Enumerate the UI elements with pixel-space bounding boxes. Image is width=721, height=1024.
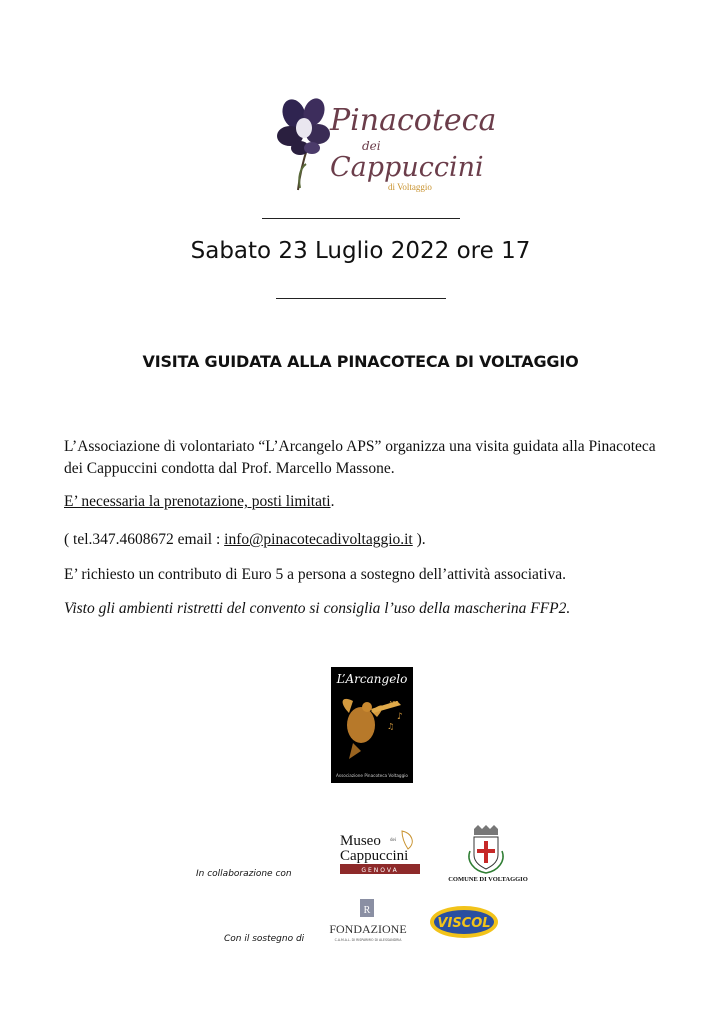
svg-text:♫: ♫ <box>387 722 395 731</box>
svg-text:COMUNE DI VOLTAGGIO: COMUNE DI VOLTAGGIO <box>448 876 528 883</box>
svg-text:APS: APS <box>389 701 399 707</box>
contact-line: ( tel.347.4608672 email : info@pinacotecadivoltaggio.it ). <box>64 531 426 548</box>
page-title: VISITA GUIDATA ALLA PINACOTECA DI VOLTAGGIO <box>142 352 579 371</box>
arcangelo-logo <box>331 667 413 783</box>
intro-paragraph: L’Associazione di volontariato “L’Arcangelo APS” organizza una visita guidata alla Pinacoteca dei Cappuccini condotta dal Prof. Marcello Massone. <box>64 438 656 477</box>
iris-flower-icon <box>277 95 330 190</box>
svg-text:Cappuccini: Cappuccini <box>340 848 409 864</box>
svg-text:GENOVA: GENOVA <box>361 867 399 874</box>
coat-of-arms-icon <box>469 825 503 873</box>
mask-advice: Visto gli ambienti ristretti del convento si consiglia l’uso della mascherina FFP2. <box>64 600 571 617</box>
svg-text:♪: ♪ <box>397 712 403 722</box>
divider-bottom <box>276 298 446 299</box>
svg-text:di Voltaggio: di Voltaggio <box>388 182 432 192</box>
divider-top <box>262 218 460 219</box>
fondazione-emblem-icon <box>360 899 374 917</box>
svg-text:Museo: Museo <box>340 833 381 849</box>
svg-text:Associazione Pinacoteca Voltag: Associazione Pinacoteca Voltaggio <box>336 773 408 778</box>
svg-text:dei: dei <box>390 838 397 843</box>
support-label: Con il sostegno di <box>224 934 305 944</box>
fondazione-logo <box>322 897 414 945</box>
email-link[interactable]: info@pinacotecadivoltaggio.it <box>224 531 413 548</box>
svg-text:Cappuccini: Cappuccini <box>330 152 484 183</box>
museo-cappuccini-logo <box>336 827 424 879</box>
svg-text:FONDAZIONE: FONDAZIONE <box>329 922 407 936</box>
viscol-logo <box>428 900 500 942</box>
fee-paragraph: E’ richiesto un contributo di Euro 5 a persona a sostegno dell’attività associativa. <box>64 566 567 583</box>
svg-text:VISCOL: VISCOL <box>437 916 491 931</box>
collaboration-label: In collaborazione con <box>196 869 292 879</box>
svg-text:dei: dei <box>362 139 381 153</box>
svg-text:R: R <box>363 905 371 916</box>
svg-text:C.A.M.A.L. DI RISPARMIO DI ALE: C.A.M.A.L. DI RISPARMIO DI ALESSANDRIA <box>334 938 402 942</box>
logo-text-pinacoteca: Pinacoteca <box>330 103 497 138</box>
booking-note: E’ necessaria la prenotazione, posti limitati. <box>64 493 335 510</box>
event-date: Sabato 23 Luglio 2022 ore 17 <box>190 238 531 264</box>
museo-shell-icon <box>402 831 412 849</box>
svg-text:L’Arcangelo: L’Arcangelo <box>336 672 408 686</box>
comune-voltaggio-logo <box>444 821 532 883</box>
pinacoteca-logo <box>270 92 497 197</box>
